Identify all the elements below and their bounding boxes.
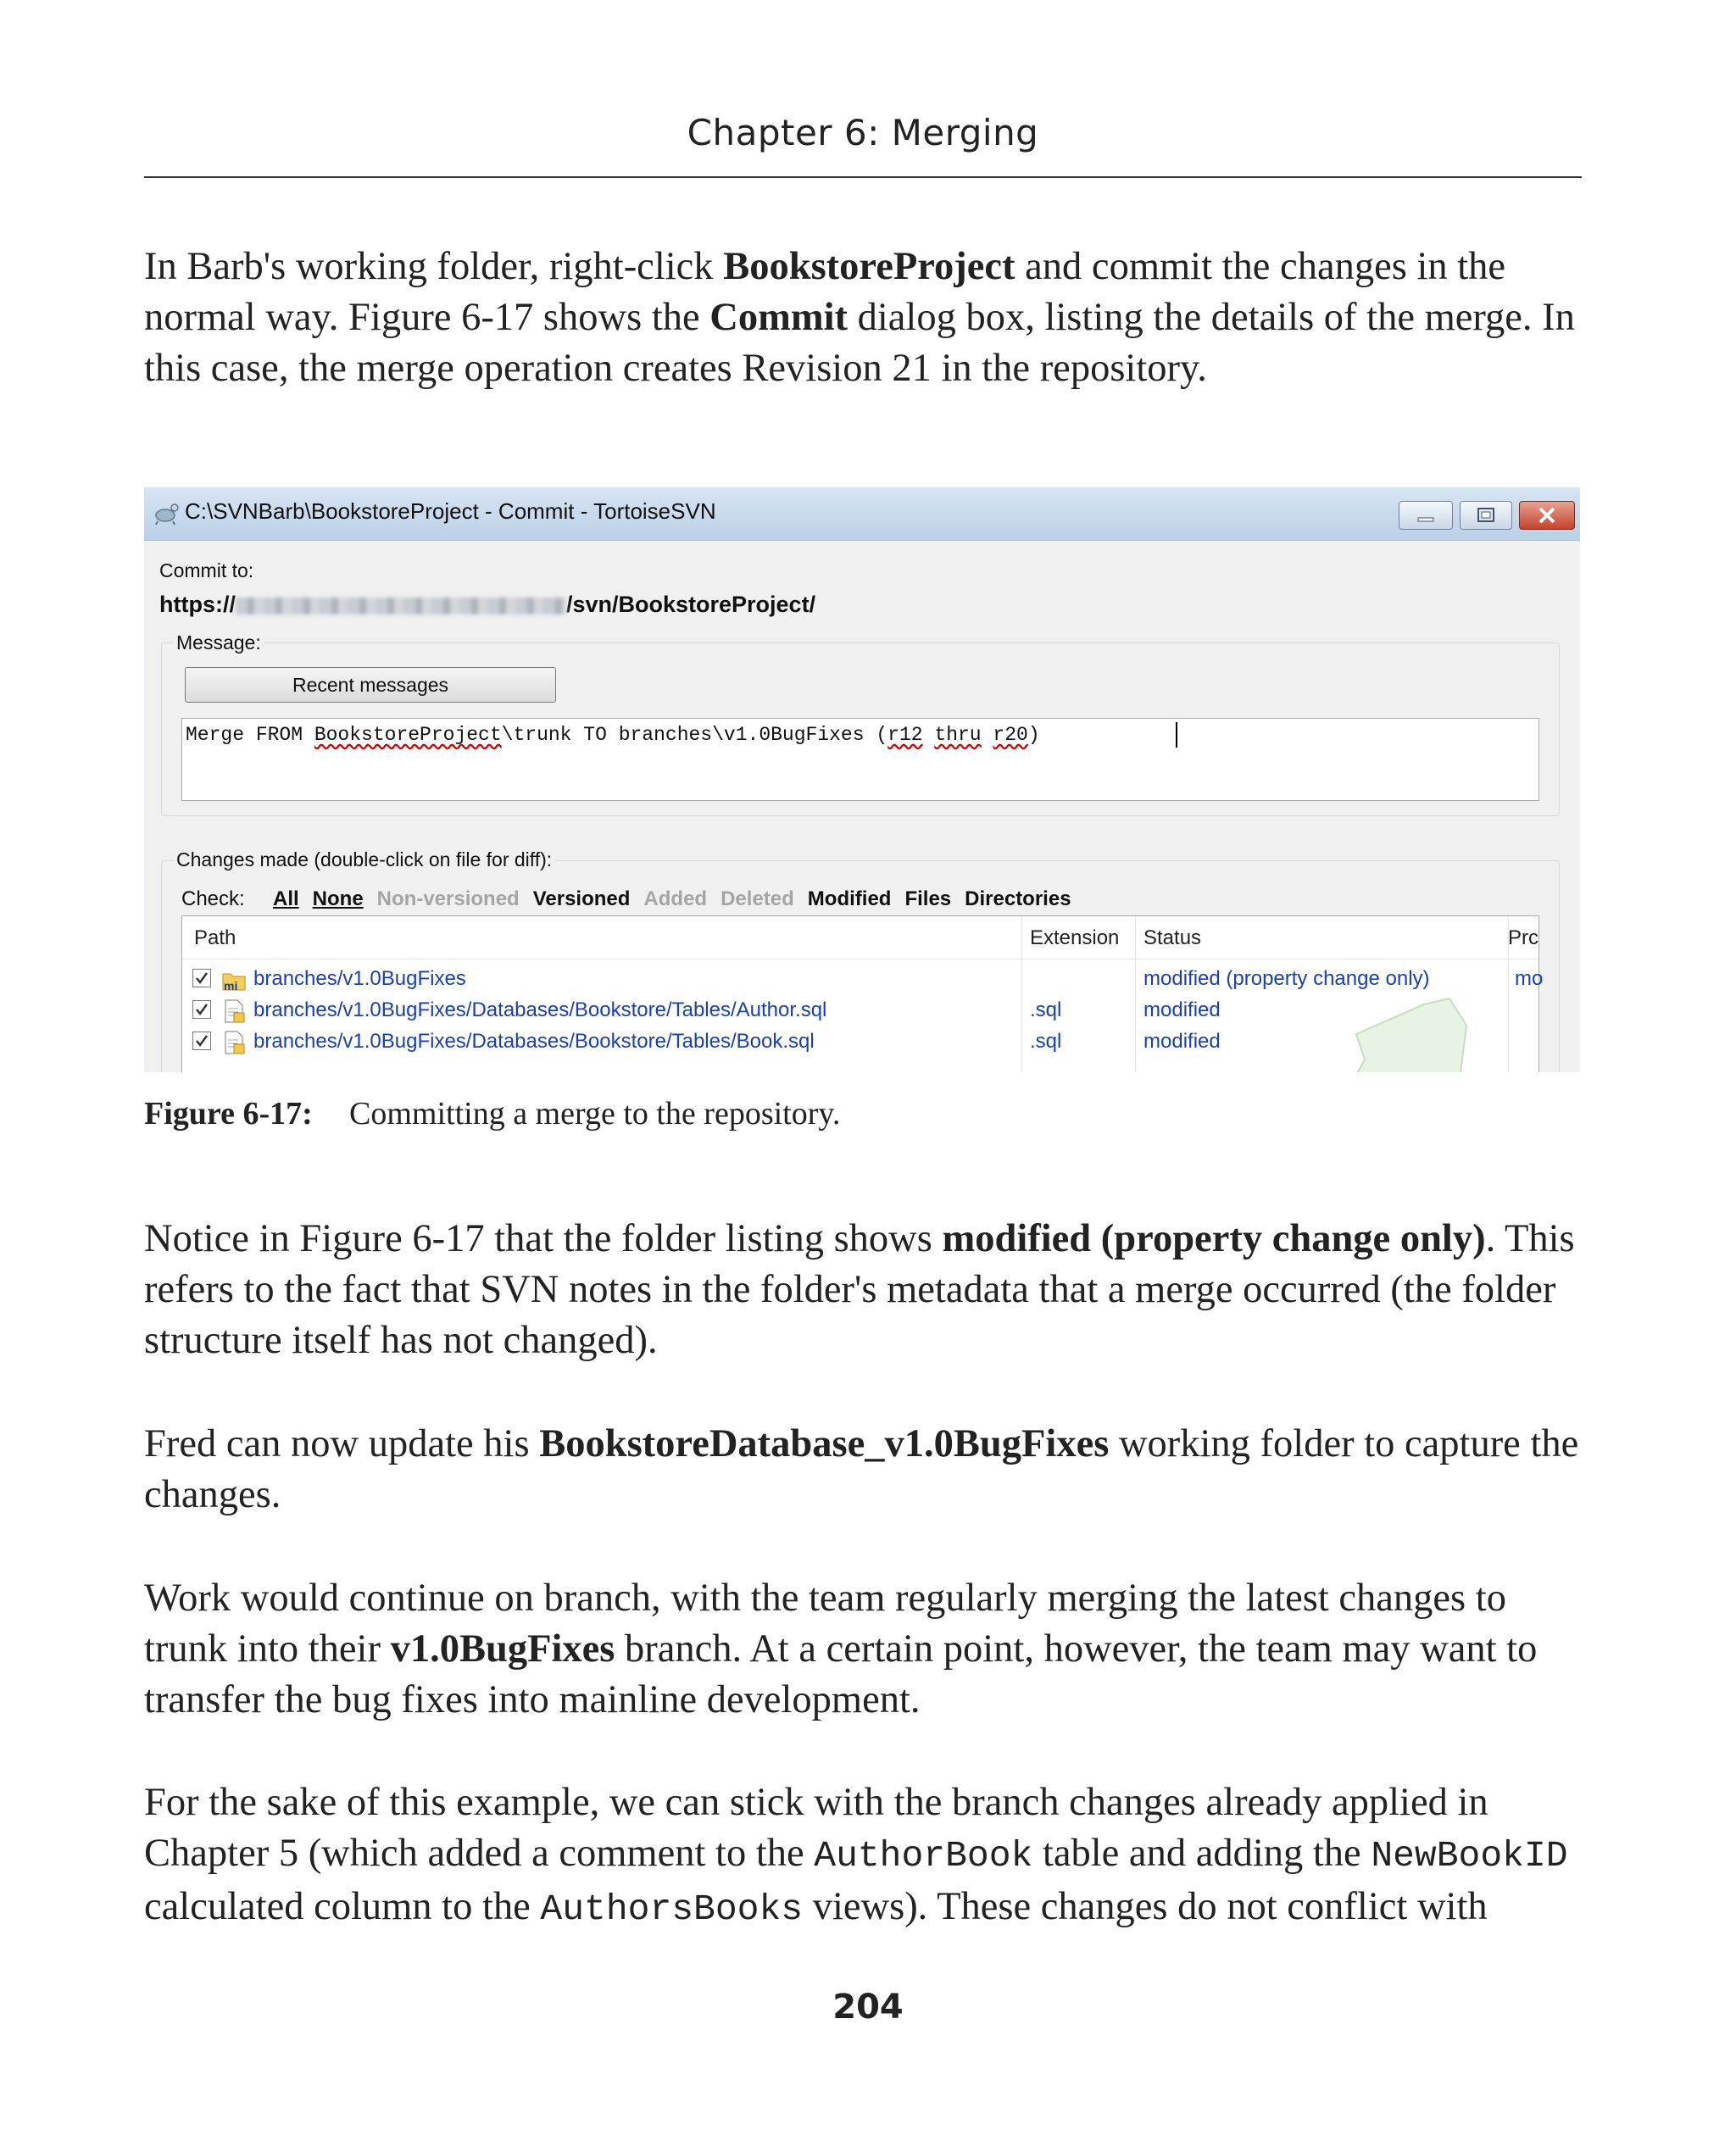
page-number: 204 (832, 1988, 904, 2027)
commit-to-label: Commit to: (159, 559, 254, 581)
checkmark-icon (193, 970, 210, 987)
minimize-button[interactable] (1399, 501, 1453, 530)
list-item[interactable] (182, 1026, 1538, 1058)
close-button[interactable] (1519, 501, 1575, 530)
minimize-icon (1399, 502, 1452, 529)
header-rule (144, 176, 1582, 178)
row-checkbox[interactable] (192, 1000, 211, 1019)
check-label: Check: (181, 887, 245, 910)
commit-dialog-screenshot (144, 487, 1580, 1072)
p1-text-2: and commit the changes in the normal way. Figure 6-17 shows the (144, 245, 1506, 339)
p1-bold-bookstoreproject: BookstoreProject (723, 245, 1015, 288)
redacted-host (236, 598, 566, 614)
check-deleted-link: Deleted (721, 887, 794, 910)
column-header-path[interactable]: Path (194, 926, 236, 949)
check-all-link[interactable]: All (273, 887, 299, 910)
row-checkbox[interactable] (192, 1032, 211, 1050)
row-path: branches/v1.0BugFixes/Databases/Bookstore/Tables/Book.sql (253, 1030, 815, 1053)
p3-bold-folder: BookstoreDatabase_v1.0BugFixes (539, 1422, 1110, 1465)
check-modified-link[interactable]: Modified (807, 887, 892, 910)
check-nonversioned-link: Non-versioned (376, 887, 520, 910)
close-icon (1520, 502, 1574, 529)
check-none-link[interactable]: None (312, 887, 364, 910)
text-caret (1176, 722, 1177, 748)
column-header-extension[interactable]: Extension (1030, 926, 1120, 949)
row-status: modified (property change only) (1143, 967, 1430, 990)
url-suffix: /svn/BookstoreProject/ (565, 592, 816, 617)
folder-merge-icon (221, 967, 247, 993)
changes-list[interactable] (181, 915, 1544, 1072)
decorative-arrow-shape (1339, 992, 1475, 1072)
msg-part-misspelled: r20 (993, 724, 1028, 746)
msg-part: \trunk TO branches\v1.0BugFixes ( (501, 724, 888, 746)
maximize-button[interactable] (1460, 501, 1512, 530)
file-modified-icon (221, 998, 247, 1024)
row-path: branches/v1.0BugFixes/Databases/Bookstore/Tables/Author.sql (253, 998, 827, 1021)
msg-part: Merge FROM (186, 724, 314, 746)
p5-text-3: calculated column to the (144, 1885, 541, 1928)
window-title: C:\SVNBarb\BookstoreProject - Commit - TortoiseSVN (185, 498, 716, 524)
p4-text-2: branch. At a certain point, however, the team may want to transfer the bug fixes into mainline development. (144, 1627, 1538, 1721)
checkmark-icon (193, 1001, 210, 1018)
message-textarea[interactable] (181, 718, 1539, 801)
p1-text-3: dialog box, listing the details of the merge. In this case, the merge operation creates Revision 21 in the repository. (144, 296, 1575, 390)
p1-bold-commit: Commit (709, 296, 848, 339)
check-directories-link[interactable]: Directories (965, 887, 1071, 910)
p2-text-2: . This refers to the fact that SVN notes in the folder's metadata that a merge occurred (the folder structure itself has not changed). (144, 1217, 1575, 1362)
caption-label: Figure 6-17: (144, 1096, 313, 1132)
changes-group-title: Changes made (double-click on file for diff): (173, 848, 555, 871)
check-filter-links (273, 887, 1085, 911)
row-property-status: mo (1515, 967, 1544, 990)
p3-text-2: working folder to capture the changes. (144, 1422, 1579, 1516)
row-path: branches/v1.0BugFixes (253, 967, 466, 990)
p4-text-1: Work would continue on branch, with the team regularly merging the latest changes to trunk into their (144, 1577, 1506, 1671)
column-header-status[interactable]: Status (1143, 926, 1202, 949)
p3-text-1: Fred can now update his (144, 1422, 540, 1465)
msg-part-misspelled: thru (934, 724, 982, 746)
p5-code-authorbook: AuthorBook (814, 1835, 1033, 1877)
commit-url (159, 592, 815, 618)
msg-part (923, 724, 935, 746)
column-header-property-status[interactable]: Prc (1508, 926, 1538, 949)
p2-bold-status: modified (property change only) (942, 1217, 1486, 1260)
msg-part-misspelled: BookstoreProject (314, 724, 502, 746)
file-modified-icon (221, 1030, 247, 1055)
recent-messages-button[interactable]: Recent messages (185, 667, 556, 703)
paragraph-4 (144, 1573, 1590, 1726)
figure-caption (144, 1095, 841, 1132)
message-group-title: Message: (173, 631, 264, 654)
row-extension: .sql (1030, 998, 1062, 1021)
msg-part (982, 724, 993, 746)
tortoisesvn-icon (153, 499, 180, 526)
p5-code-authorsbooks: AuthorsBooks (540, 1888, 804, 1930)
p5-text-2: table and adding the (1032, 1832, 1372, 1875)
row-extension: .sql (1030, 1030, 1062, 1053)
list-item[interactable] (182, 964, 1544, 995)
check-files-link[interactable]: Files (904, 887, 952, 910)
check-added-link: Added (643, 887, 708, 910)
msg-part: ) (1027, 724, 1040, 746)
maximize-icon (1461, 502, 1511, 529)
checkmark-icon (193, 1032, 210, 1049)
list-item[interactable] (182, 995, 1538, 1026)
running-head: Chapter 6: Merging (687, 112, 1039, 153)
message-text (186, 724, 1040, 746)
paragraph-1 (144, 242, 1590, 394)
row-status: modified (1143, 1030, 1221, 1053)
msg-part-misspelled: r12 (887, 724, 923, 746)
p2-text-1: Notice in Figure 6-17 that the folder listing shows (144, 1217, 943, 1260)
p5-text-1: For the sake of this example, we can stick with the branch changes already applied in Chapter 5 (which added a comment to the (144, 1781, 1488, 1875)
dialog-titlebar (144, 487, 1580, 541)
p5-text-4: views). These changes do not conflict with (803, 1885, 1488, 1928)
p4-bold-branch: v1.0BugFixes (390, 1627, 615, 1671)
caption-text: Committing a merge to the repository. (349, 1096, 841, 1132)
row-status: modified (1143, 998, 1221, 1021)
svg-text:mi: mi (224, 979, 238, 993)
p5-code-newbookid: NewBookID (1371, 1835, 1568, 1877)
paragraph-3 (144, 1419, 1590, 1521)
check-versioned-link[interactable]: Versioned (532, 887, 631, 910)
paragraph-5 (144, 1777, 1590, 1935)
paragraph-2 (144, 1214, 1590, 1366)
p1-text-1: In Barb's working folder, right-click (144, 245, 724, 288)
row-checkbox[interactable] (192, 969, 211, 987)
url-prefix: https:// (159, 592, 236, 617)
